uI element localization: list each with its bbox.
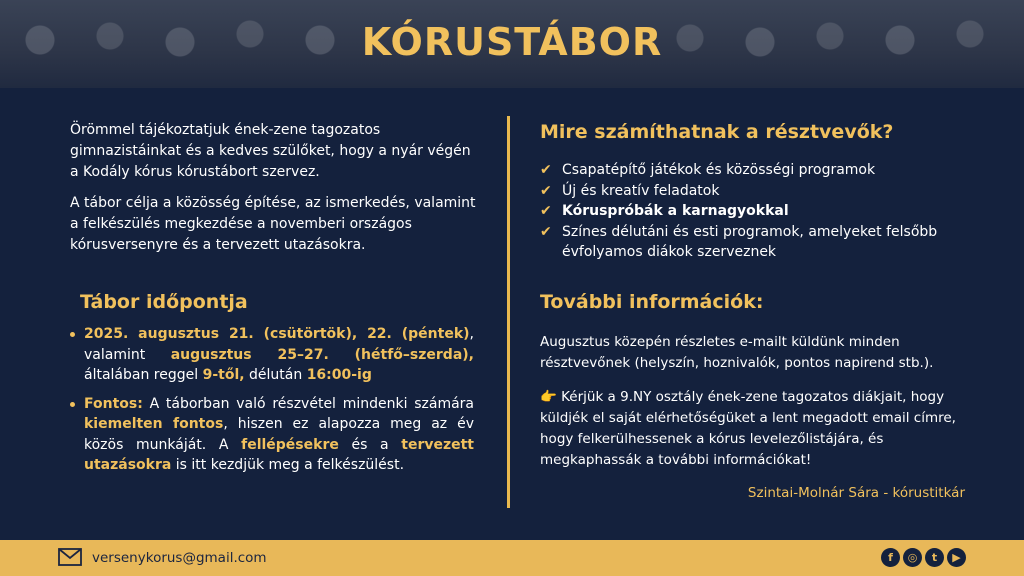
check-icon: ✔ (540, 203, 552, 219)
list-item: Fontos: A táborban való részvétel mindenki számára kiemelten fontos, hiszen ez alapozza meg az év közös munkáját. A fellépésekre és a tervezett utazásokra is itt kezdjük meg a felkészülést. (70, 394, 474, 476)
list-item: ✔ Új és kreatív feladatok (540, 181, 960, 202)
contact-email-link[interactable]: versenykorus@gmail.com (92, 550, 267, 566)
info-paragraph-2: 👉 Kérjük a 9.NY osztály ének-zene tagozatos diákjait, hogy küldjék el saját elérhetőségüket a lent megadott email címre, hogy felkerülhessenek a kórus levelezőlistájára, és megkaphassák a további információkat! (540, 389, 956, 468)
column-divider (507, 116, 510, 508)
list-item: 2025. augusztus 21. (csütörtök), 22. (péntek), valamint augusztus 25–27. (hétfő–szerda), általában reggel 9-től, délután 16:00-ig (70, 324, 474, 386)
tumblr-icon[interactable]: t (925, 548, 944, 567)
list-item: ✔ Színes délutáni és esti programok, amelyeket felsőbb évfolyamos diákok szerveznek (540, 223, 938, 260)
signature: Szintai-Molnár Sára - kórustitkár (747, 485, 965, 501)
intro-paragraph-2: A tábor célja a közösség építése, az ismerkedés, valamint a felkészülés megkezdése a novemberi országos kórusversenyre és a tervezett utazásokra. (70, 195, 476, 253)
expectations-list (540, 160, 960, 263)
facebook-icon[interactable]: f (881, 548, 900, 567)
check-icon: ✔ (540, 223, 552, 240)
footer-bar (0, 540, 1024, 576)
info-paragraph-1: Augusztus közepén részletes e-mailt küldünk minden résztvevőnek (helyszín, hoznivalók, pontos napirend stb.). (540, 334, 934, 371)
social-links (881, 548, 966, 567)
camp-dates-heading: Tábor időpontja (80, 291, 248, 313)
youtube-icon[interactable]: ▶ (947, 548, 966, 567)
list-item: ✔ Kóruspróbák a karnagyokkal (540, 201, 960, 222)
more-info-heading: További információk: (540, 291, 764, 313)
instagram-icon[interactable]: ◎ (903, 548, 922, 567)
camp-dates-list (70, 324, 474, 484)
check-icon: ✔ (540, 182, 552, 199)
expectations-heading: Mire számíthatnak a résztvevők? (540, 121, 894, 143)
list-item: ✔ Csapatépítő játékok és közösségi programok (540, 160, 960, 181)
intro-paragraph-1: Örömmel tájékoztatjuk ének-zene tagozatos gimnazistáinkat és a kedves szülőket, hogy a nyár végén a Kodály kórus kórustábort szervez. (70, 122, 471, 180)
check-icon: ✔ (540, 162, 552, 178)
pointing-hand-icon: 👉 (540, 389, 557, 405)
mail-icon (58, 548, 82, 566)
page-title: KÓRUSTÁBOR (361, 20, 663, 64)
intro-section (70, 120, 480, 266)
header-banner (0, 0, 1024, 88)
